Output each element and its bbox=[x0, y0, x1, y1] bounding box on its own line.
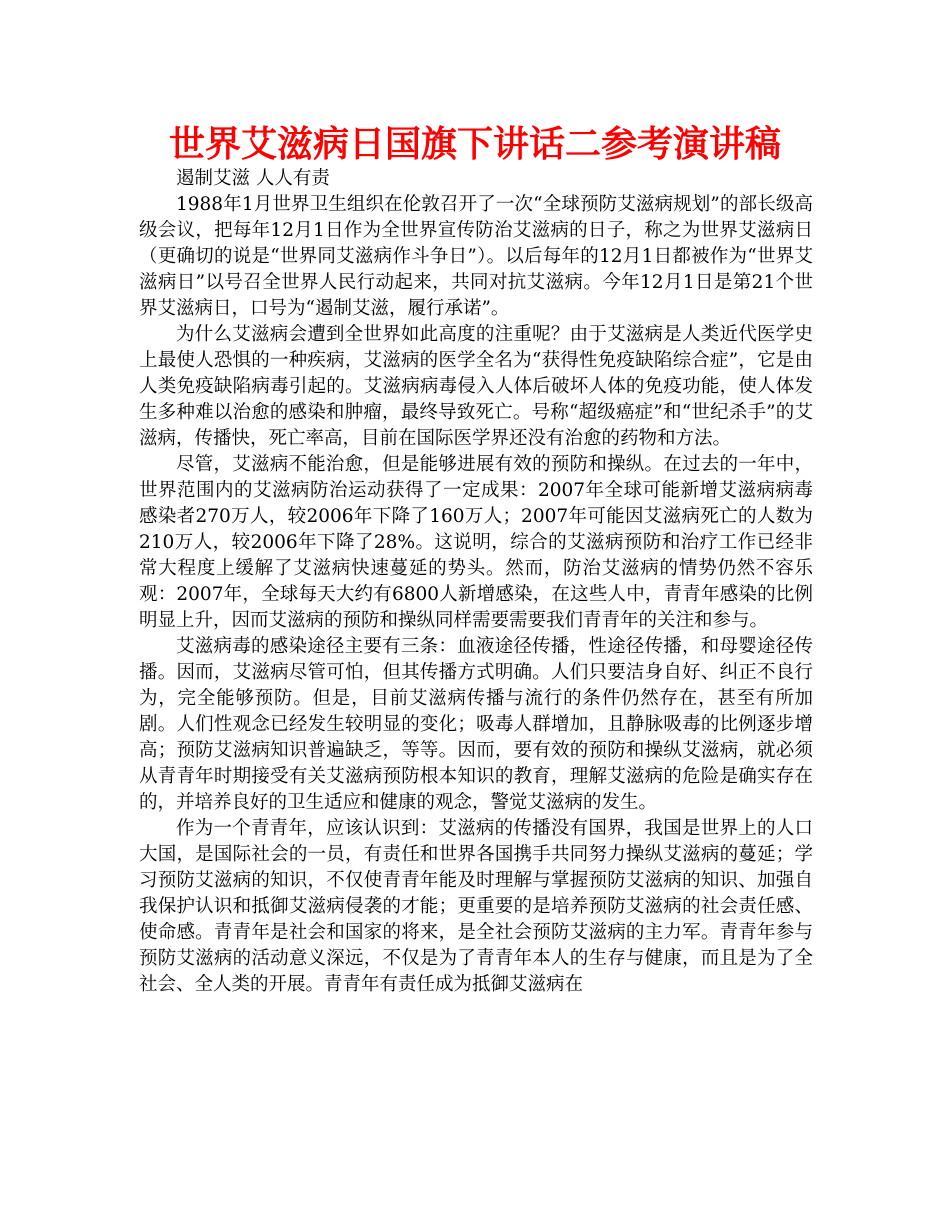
document-body bbox=[139, 166, 813, 998]
paragraph: 为什么艾滋病会遭到全世界如此高度的注重呢？由于艾滋病是人类近代医学史上最使人恐惧的一种疾病，艾滋病的医学全名为“获得性免疫缺陷综合症”，它是由人类免疫缺陷病毒引起的。艾滋病病毒侵入人体后破坏人体的免疫功能，使人体发生多种难以治愈的感染和肿瘤，最终导致死亡。号称“超级癌症”和“世纪杀手”的艾滋病，传播快，死亡率高，目前在国际医学界还没有治愈的药物和方法。 bbox=[139, 324, 813, 449]
paragraph: 作为一个青青年，应该认识到：艾滋病的传播没有国界，我国是世界上的人口大国，是国际社会的一员，有责任和世界各国携手共同努力操纵艾滋病的蔓延；学习预防艾滋病的知识，不仅使青青年能及时理解与掌握预防艾滋病的知识、加强自我保护认识和抵御艾滋病侵袭的才能；更重要的是培养预防艾滋病的社会责任感、使命感。青青年是社会和国家的将来，是全社会预防艾滋病的主力军。青青年参与预防艾滋病的活动意义深远，不仅是为了青青年本人的生存与健康，而且是为了全社会、全人类的开展。青青年有责任成为抵御艾滋病在 bbox=[139, 818, 813, 995]
paragraph: 尽管，艾滋病不能治愈，但是能够进展有效的预防和操纵。在过去的一年中，世界范围内的艾滋病防治运动获得了一定成果：2007年全球可能新增艾滋病病毒感染者270万人，较2006年下降了160万人；2007年可能因艾滋病死亡的人数为210万人，较2006年下降了28%。这说明，综合的艾滋病预防和治疗工作已经非常大程度上缓解了艾滋病快速蔓延的势头。然而，防治艾滋病的情势仍然不容乐观：2007年，全球每天大约有6800人新增感染，在这些人中，青青年感染的比例明显上升，因而艾滋病的预防和操纵同样需要需要我们青青年的关注和参与。 bbox=[139, 454, 813, 631]
paragraph: 艾滋病毒的感染途径主要有三条：血液途径传播，性途径传播，和母婴途径传播。因而，艾滋病尽管可怕，但其传播方式明确。人们只要洁身自好、纠正不良行为，完全能够预防。但是，目前艾滋病传播与流行的条件仍然存在，甚至有所加剧。人们性观念已经发生较明显的变化；吸毒人群增加，且静脉吸毒的比例逐步增高；预防艾滋病知识普遍缺乏，等等。因而，要有效的预防和操纵艾滋病，就必须从青青年时期接受有关艾滋病预防根本知识的教育，理解艾滋病的危险是确实存在的，并培养良好的卫生适应和健康的观念，警觉艾滋病的发生。 bbox=[139, 636, 813, 813]
subtitle-line: 遏制艾滋 人人有责 bbox=[176, 168, 330, 189]
paragraph: 1988年1月世界卫生组织在伦敦召开了一次“全球预防艾滋病规划”的部长级高级会议，把每年12月1日作为全世界宣传防治艾滋病的日子，称之为世界艾滋病日（更确切的说是“世界同艾滋病作斗争日”）。以后每年的12月1日都被作为“世界艾滋病日”以号召全世界人民行动起来，共同对抗艾滋病。今年12月1日是第21个世界艾滋病日，口号为“遏制艾滋，履行承诺”。 bbox=[139, 194, 813, 319]
page-title: 世界艾滋病日国旗下讲话二参考演讲稿 bbox=[168, 124, 781, 165]
